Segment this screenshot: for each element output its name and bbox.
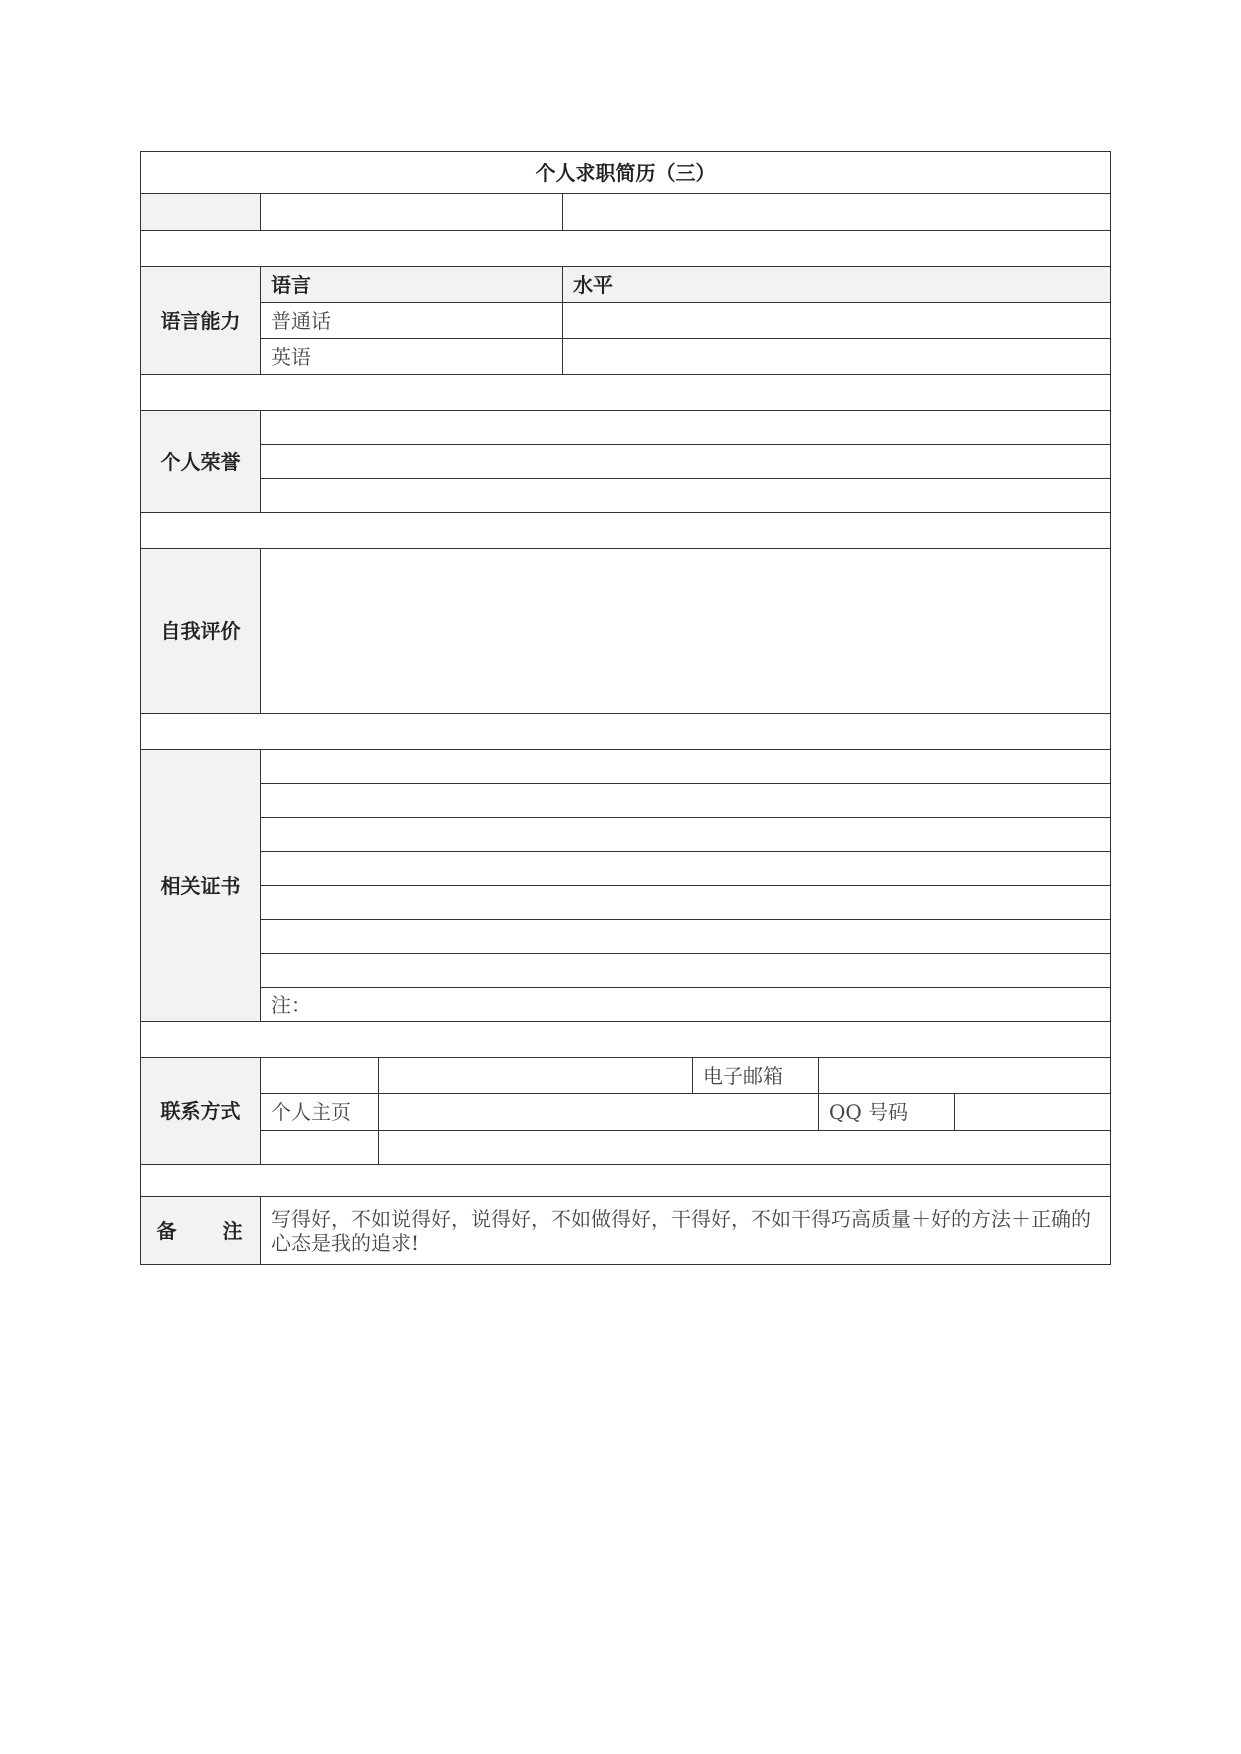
contact-label-cell	[261, 1131, 379, 1165]
info-extra-cell[interactable]	[563, 194, 1111, 231]
cert-entry-cell[interactable]	[261, 852, 1111, 886]
cert-entry-cell[interactable]	[261, 784, 1111, 818]
homepage-value-cell[interactable]	[379, 1094, 819, 1131]
info-value-cell[interactable]	[261, 194, 563, 231]
language-name-cell: 英语	[261, 339, 563, 375]
honors-section-label: 个人荣誉	[141, 411, 261, 513]
remarks-section-label: 备 注	[141, 1197, 261, 1265]
cert-entry-cell[interactable]	[261, 920, 1111, 954]
resume-page	[140, 151, 1110, 1265]
honor-entry-cell[interactable]	[261, 479, 1111, 513]
email-label: 电子邮箱	[693, 1058, 819, 1094]
contact-section-label: 联系方式	[141, 1058, 261, 1165]
cert-note: 注：	[261, 988, 1111, 1022]
section-spacer	[141, 1165, 1111, 1197]
cert-entry-cell[interactable]	[261, 954, 1111, 988]
language-name-cell: 普通话	[261, 303, 563, 339]
honor-entry-cell[interactable]	[261, 445, 1111, 479]
page-title: 个人求职简历（三）	[141, 152, 1111, 194]
qq-value-cell[interactable]	[955, 1094, 1110, 1130]
cert-entry-cell[interactable]	[261, 886, 1111, 920]
email-value-cell[interactable]	[819, 1058, 1111, 1094]
self-eval-text-cell[interactable]	[261, 549, 1111, 714]
certs-section-label: 相关证书	[141, 750, 261, 1022]
section-spacer	[141, 714, 1111, 750]
contact-label-cell	[261, 1058, 379, 1094]
remarks-text: 写得好，不如说得好，说得好，不如做得好，干得好，不如干得巧高质量＋好的方法＋正确的心态是我的追求!	[261, 1197, 1111, 1265]
self-eval-section-label: 自我评价	[141, 549, 261, 714]
qq-label: QQ 号码	[819, 1094, 955, 1130]
resume-table	[140, 151, 1111, 1265]
info-label-cell	[141, 194, 261, 231]
homepage-label: 个人主页	[261, 1094, 379, 1131]
cert-entry-cell[interactable]	[261, 750, 1111, 784]
cert-entry-cell[interactable]	[261, 818, 1111, 852]
section-spacer	[141, 231, 1111, 267]
contact-value-cell[interactable]	[379, 1131, 1111, 1165]
section-spacer	[141, 1022, 1111, 1058]
contact-value-cell[interactable]	[379, 1058, 693, 1094]
language-level-cell[interactable]	[563, 339, 1111, 375]
section-spacer	[141, 513, 1111, 549]
language-level-cell[interactable]	[563, 303, 1111, 339]
language-column-header: 语言	[261, 267, 563, 303]
honor-entry-cell[interactable]	[261, 411, 1111, 445]
language-section-label: 语言能力	[141, 267, 261, 375]
section-spacer	[141, 375, 1111, 411]
qq-cell	[819, 1094, 1111, 1131]
level-column-header: 水平	[563, 267, 1111, 303]
